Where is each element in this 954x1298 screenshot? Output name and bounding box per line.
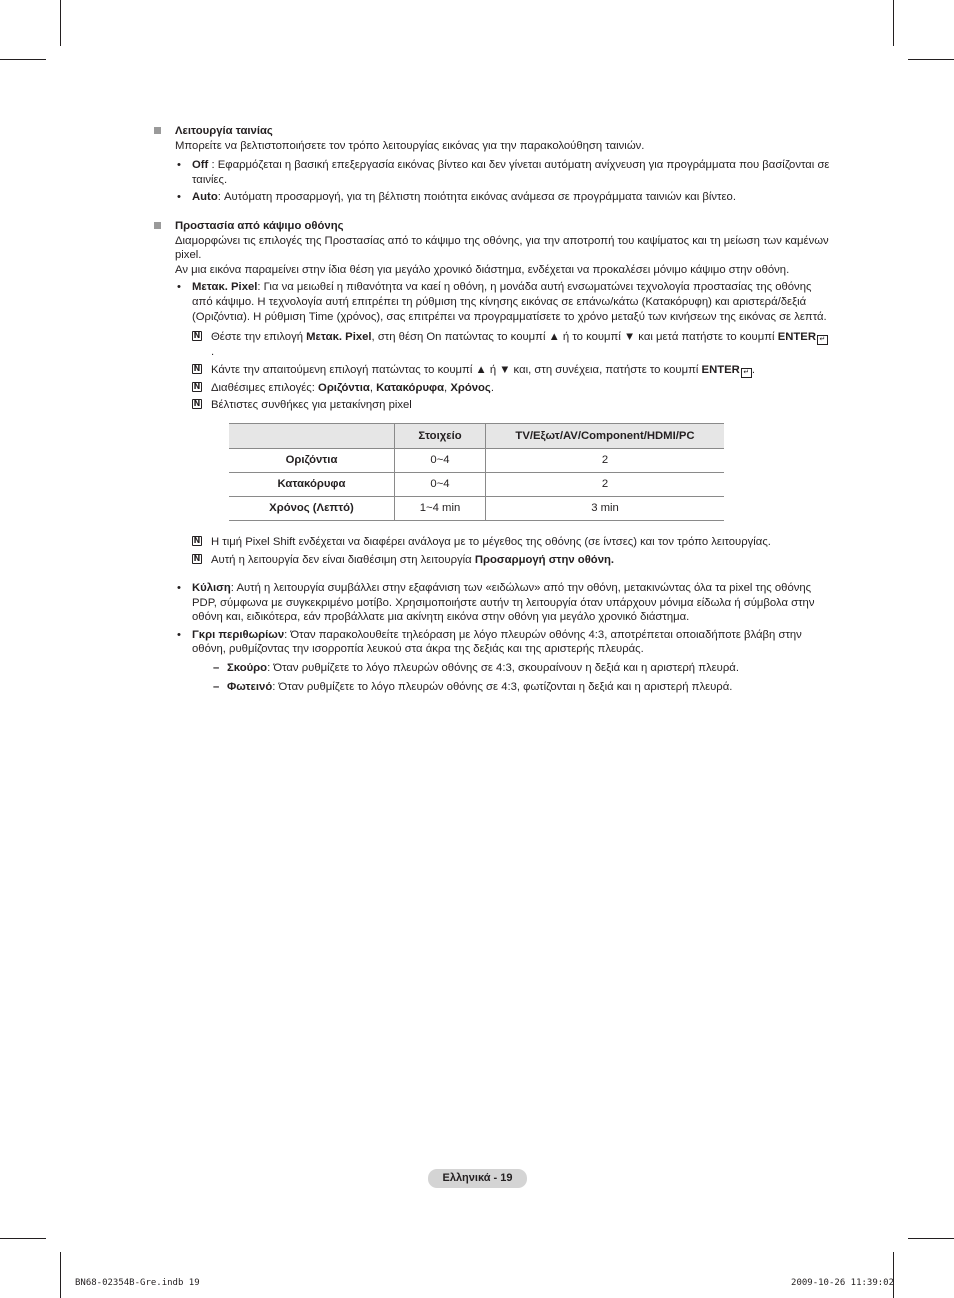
print-slug-timestamp: 2009-10-26 11:39:02 <box>791 1278 894 1288</box>
note: N Βέλτιστες συνθήκες για μετακίνηση pixel <box>193 399 412 412</box>
list-item-scroll: • Κύλιση: Αυτή η λειτουργία συμβάλλει στην εξαφάνιση των «ειδώλων» από την οθόνη, μετακινώντας όλα τα pixel της οθόνης PDP, σύμφωνα με συγκεκριμένο μοτίβο. Χρησιμοποιήστε αυτήν τη λειτουργία όταν υπάρχουν μόνιμα είδωλα ή σύμβολα στην οθόνη και, ειδικότερα, εάν προβάλλατε μια ακίνητη εικόνα στην οθόνη για μεγάλο χρονικό διάστημα. <box>177 582 815 624</box>
table-cell: 0~4 <box>395 472 486 496</box>
table-header-row <box>229 423 724 448</box>
note: N Θέστε την επιλογή Μετακ. Pixel, στη θέση On πατώντας το κουμπί ▲ ή το κουμπί ▼ και μετά πατήστε το κουμπί ENTER ↵. <box>192 330 830 360</box>
crop-mark <box>893 0 894 46</box>
table-cell: Χρόνος (Λεπτό) <box>229 496 395 520</box>
crop-mark <box>908 1238 954 1239</box>
table-cell: 1~4 min <box>395 496 486 520</box>
table-cell: 3 min <box>486 496 725 520</box>
screen-burn-options <box>175 280 830 694</box>
note-icon: N <box>193 363 201 373</box>
movie-mode-intro: Μπορείτε να βελτιστοποιήσετε τον τρόπο λειτουργίας εικόνας για την παρακολούθηση ταινιών. <box>175 139 645 152</box>
section-title-movie-mode: Λειτουργία ταινίας <box>154 124 830 139</box>
table-cell: Οριζόντια <box>229 448 395 472</box>
table-row <box>229 496 724 520</box>
bullet-dot-icon: • <box>177 281 181 294</box>
bullet-dot-icon: • <box>177 191 181 204</box>
note-icon: N <box>193 399 201 409</box>
table-row <box>229 472 724 496</box>
note: N Αυτή η λειτουργία δεν είναι διαθέσιμη στη λειτουργία Προσαρμογή στην οθόνη. <box>193 553 615 566</box>
sub-item-light: – Φωτεινό: Όταν ρυθμίζετε το λόγο πλευρών οθόνης σε 4:3, φωτίζονται η δεξιά και η αριστερή πλευρά. <box>213 680 733 693</box>
note-icon: N <box>193 381 201 391</box>
note: N Κάντε την απαιτούμενη επιλογή πατώντας το κουμπί ▲ ή ▼ και, στη συνέχεια, πατήστε το κουμπί ENTER ↵ . <box>193 363 755 376</box>
bullet-dot-icon: • <box>177 582 181 595</box>
list-item: • Off : Εφαρμόζεται η βασική επεξεργασία εικόνας βίντεο και δεν γίνεται αυτόματη ανίχνευση για προγράμματα που βασίζονται σε ταινίες. <box>177 159 830 186</box>
square-bullet-icon <box>154 222 161 229</box>
note: N Η τιμή Pixel Shift ενδέχεται να διαφέρει ανάλογα με το μέγεθος της οθόνης (σε ίντσες) και τον τρόπο λειτουργίας. <box>193 535 771 548</box>
page-number-badge: Ελληνικά - 19 <box>428 1169 527 1188</box>
dash-icon: – <box>213 662 220 675</box>
print-slug-file: BN68-02354B-Gre.indb 19 <box>75 1278 200 1288</box>
pixel-shift-table <box>229 423 724 521</box>
sub-item-dark: – Σκούρο: Όταν ρυθμίζετε το λόγο πλευρών οθόνης σε 4:3, σκουραίνουν η δεξιά και η αριστερή πλευρά. <box>213 662 739 675</box>
note: N Διαθέσιμες επιλογές: Οριζόντια, Κατακόρυφα, Χρόνος. <box>193 381 494 394</box>
crop-mark <box>893 1252 894 1298</box>
table-cell: Κατακόρυφα <box>229 472 395 496</box>
enter-icon: ↵ <box>741 368 752 378</box>
table-cell: 0~4 <box>395 448 486 472</box>
note-icon: N <box>193 535 201 545</box>
square-bullet-icon <box>154 127 161 134</box>
table-header-cell <box>229 423 395 448</box>
table-header-cell: TV/Εξωτ/AV/Component/HDMI/PC <box>486 423 725 448</box>
crop-mark <box>0 59 46 60</box>
table-cell: 2 <box>486 472 725 496</box>
crop-mark <box>908 59 954 60</box>
section-title-screen-burn: Προστασία από κάψιμο οθόνης <box>154 219 830 234</box>
list-item: • Auto: Αυτόματη προσαρμογή, για τη βέλτιστη ποιότητα εικόνας ανάμεσα σε προγράμματα ταινιών και βίντεο. <box>177 191 736 204</box>
dash-icon: – <box>213 680 220 693</box>
crop-mark <box>0 1238 46 1239</box>
enter-icon: ↵ <box>817 335 828 345</box>
note-icon: N <box>193 553 201 563</box>
crop-mark <box>60 1252 61 1298</box>
screen-burn-intro: Διαμορφώνει τις επιλογές της Προστασίας από το κάψιμο της οθόνης, για την αποτροπή του καψίματος και τη μείωση των καμένων pixel. <box>175 234 829 262</box>
page-content <box>154 124 830 698</box>
note-icon: N <box>193 331 201 341</box>
screen-burn-warning: Αν μια εικόνα παραμείνει στην ίδια θέση για μεγάλο χρονικό διάστημα, ενδέχεται να προκαλέσει μόνιμο κάψιμο στην οθόνη. <box>175 263 790 276</box>
table-row <box>229 448 724 472</box>
bullet-dot-icon: • <box>177 628 181 641</box>
table-header-cell: Στοιχείο <box>395 423 486 448</box>
list-item-pixel-shift: • Μετακ. Pixel: Για να μειωθεί η πιθανότητα να καεί η οθόνη, η μονάδα αυτή ενσωματώνει τεχνολογία προστασίας της οθόνης από κάψιμο. Η τεχνολογία αυτή επιτρέπει τη ρύθμιση της κίνησης εικόνας σε επάνω/κάτω (Κατακόρυφη) και αριστερά/δεξιά (Οριζόντια). Η ρύθμιση Time (χρόνος), σας επιτρέπει να προγραμματίσετε το χρόνο μεταξύ των κινήσεων της εικόνας σε λεπτά. <box>177 281 827 323</box>
bullet-dot-icon: • <box>177 159 181 172</box>
movie-mode-options <box>175 158 830 205</box>
table-cell: 2 <box>486 448 725 472</box>
list-item-side-grey: • Γκρι περιθωρίων: Όταν παρακολουθείτε τηλεόραση με λόγο πλευρών οθόνης 4:3, αποτρέπεται οποιαδήποτε βλάβη στην οθόνη, ρυθμίζοντας την ισορροπία λευκού στα άκρα της δεξιάς και της αριστερής πλευράς. <box>177 628 802 656</box>
crop-mark <box>60 0 61 46</box>
